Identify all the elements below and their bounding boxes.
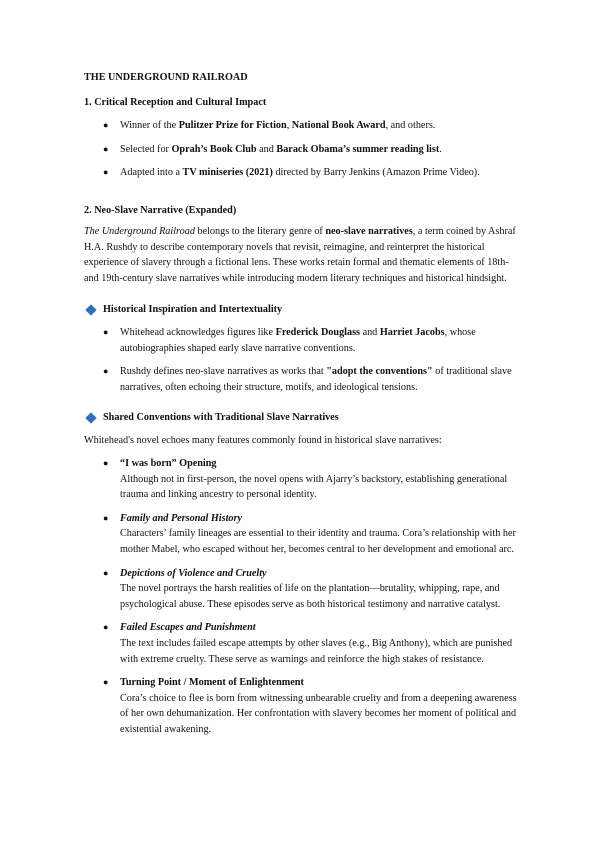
bullet-icon: ● <box>103 567 109 578</box>
section-1-heading: 1. Critical Reception and Cultural Impact <box>84 97 267 108</box>
list-item: ● Rushdy defines neo-slave narratives as works that "adopt the conventions" of traditional slave narratives, often echoing their structure, motifs, and ideological tensions. <box>103 366 512 393</box>
section-1-list <box>84 118 524 181</box>
document-title: THE UNDERGROUND RAILROAD <box>84 72 248 83</box>
item-term: Depictions of Violence and Cruelty <box>120 567 267 579</box>
bullet-icon: ● <box>103 622 109 633</box>
subsection-2-intro: Whitehead's novel echoes many features commonly found in historical slave narratives: <box>84 435 442 446</box>
list-item <box>84 456 524 503</box>
conventions-list <box>84 456 524 738</box>
item-text: Cora’s choice to flee is born from witnessing unbearable cruelty and from a deepening awareness of her own dehumanization. Her confrontation with slavery becomes her moment of political and existential awakening. <box>120 692 517 735</box>
list-item <box>84 511 524 558</box>
list-item <box>84 675 524 737</box>
section-2-intro: The Underground Railroad belongs to the literary genre of neo-slave narratives, a term coined by Ashraf H.A. Rushdy to describe contemporary novels that revisit, reimagine, and reinterpret the historical experience of slavery through a fictional lens. These works retain formal and thematic elements of 18th- and 19th-century slave narratives while introducing modern literary techniques and historical hindsight. <box>84 226 516 284</box>
item-text: The text includes failed escape attempts by other slaves (e.g., Big Anthony), which are punished with extreme cruelty. These serve as warnings and reinforce the high stakes of resistance. <box>120 637 513 665</box>
diamond-icon <box>85 412 96 423</box>
list-item: ● Winner of the Pulitzer Prize for Fiction, National Book Award, and others. <box>84 118 524 134</box>
diamond-icon <box>85 304 96 315</box>
list-item: ● Selected for Oprah’s Book Club and Barack Obama’s summer reading list. <box>84 142 524 158</box>
subsection-1-list <box>84 325 524 395</box>
bullet-icon: ● <box>103 327 109 337</box>
item-term: Family and Personal History <box>120 512 242 524</box>
list-item <box>84 566 524 613</box>
bullet-icon: ● <box>103 167 109 178</box>
bullet-icon: ● <box>103 512 109 523</box>
item-text: Characters’ family lineages are essential to their identity and trauma. Cora’s relationship with her mother Mabel, who escaped without her, becomes central to her development and emotional arc. <box>120 528 516 555</box>
list-item: ● Whitehead acknowledges figures like Frederick Douglass and Harriet Jacobs, whose autobiographies shaped early slave narrative conventions. <box>103 327 476 354</box>
list-item: ● Adapted into a TV miniseries (2021) directed by Barry Jenkins (Amazon Prime Video). <box>84 165 524 181</box>
item-text: The novel portrays the harsh realities of life on the plantation—brutality, whipping, rape, and psychological abuse. These episodes serve as both historical testimony and narrative catalyst. <box>120 583 501 610</box>
list-item <box>84 620 524 667</box>
item-term: “I was born” Opening <box>120 458 217 469</box>
subsection-1-heading: Historical Inspiration and Intertextuality <box>84 302 282 318</box>
bullet-icon: ● <box>103 120 109 130</box>
bullet-icon: ● <box>103 366 109 377</box>
bullet-icon: ● <box>103 143 109 154</box>
item-term: Failed Escapes and Punishment <box>120 622 256 634</box>
bullet-icon: ● <box>103 677 109 688</box>
section-2-heading: 2. Neo-Slave Narrative (Expanded) <box>84 205 237 216</box>
bullet-icon: ● <box>103 458 109 468</box>
item-term: Turning Point / Moment of Enlightenment <box>120 677 304 689</box>
subsection-2-heading: Shared Conventions with Traditional Slave Narratives <box>84 410 339 426</box>
item-text: Although not in first-person, the novel opens with Ajarry’s backstory, establishing generational trauma and linking ancestry to personal identity. <box>120 473 508 501</box>
